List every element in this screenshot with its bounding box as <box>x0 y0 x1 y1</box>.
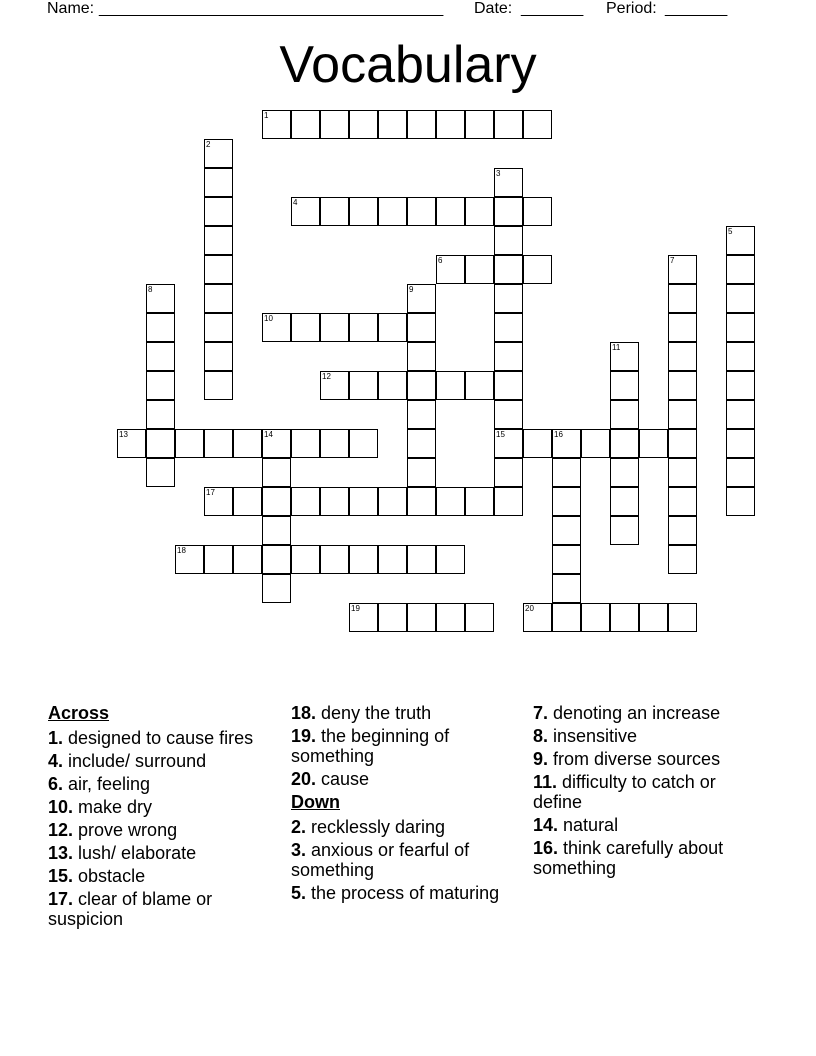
grid-cell[interactable] <box>436 255 465 284</box>
grid-cell[interactable] <box>726 226 755 255</box>
grid-cell[interactable] <box>378 371 407 400</box>
grid-cell[interactable] <box>668 371 697 400</box>
clue-text: think carefully about something <box>533 838 724 878</box>
grid-cell[interactable] <box>465 487 494 516</box>
grid-cell[interactable] <box>378 197 407 226</box>
clue-number: 18 <box>177 546 186 555</box>
grid-cell[interactable] <box>204 139 233 168</box>
grid-cell[interactable] <box>494 371 523 400</box>
grid-cell[interactable] <box>668 313 697 342</box>
grid-cell[interactable] <box>668 545 697 574</box>
grid-cell[interactable] <box>407 110 436 139</box>
clue-number: 11. <box>533 772 558 792</box>
clue-number: 10 <box>264 314 273 323</box>
grid-cell[interactable] <box>204 226 233 255</box>
grid-cell[interactable] <box>552 603 581 632</box>
clue-text: natural <box>558 815 619 835</box>
grid-cell[interactable] <box>378 110 407 139</box>
grid-cell[interactable] <box>726 371 755 400</box>
grid-cell[interactable] <box>494 342 523 371</box>
grid-cell[interactable] <box>494 458 523 487</box>
grid-cell[interactable] <box>552 516 581 545</box>
grid-cell[interactable] <box>436 487 465 516</box>
clue-number: 17 <box>206 488 215 497</box>
grid-cell[interactable] <box>320 197 349 226</box>
grid-cell[interactable] <box>175 545 204 574</box>
clue-text: include/ surround <box>63 751 207 771</box>
grid-cell[interactable] <box>668 516 697 545</box>
grid-cell[interactable] <box>494 110 523 139</box>
clue-item <box>48 774 263 794</box>
clue-text: air, feeling <box>63 774 151 794</box>
clue-number: 20 <box>525 604 534 613</box>
down-heading: Down <box>291 792 340 812</box>
clue-text: make dry <box>73 797 153 817</box>
clue-item <box>291 840 506 880</box>
grid-cell[interactable] <box>233 545 262 574</box>
clue-text: anxious or fearful of something <box>291 840 470 880</box>
grid-cell[interactable] <box>204 342 233 371</box>
clue-number: 8 <box>148 285 153 294</box>
clue-number: 11 <box>612 343 621 352</box>
grid-cell[interactable] <box>204 371 233 400</box>
grid-cell[interactable] <box>291 429 320 458</box>
grid-cell[interactable] <box>494 168 523 197</box>
clue-text: from diverse sources <box>548 749 721 769</box>
clue-number: 15. <box>48 866 74 886</box>
clue-number: 7. <box>533 703 549 723</box>
clue-number: 13 <box>119 430 128 439</box>
grid-cell[interactable] <box>465 110 494 139</box>
grid-cell[interactable] <box>523 429 552 458</box>
grid-cell[interactable] <box>436 110 465 139</box>
period-field[interactable]: _______ <box>665 0 728 17</box>
grid-cell[interactable] <box>204 197 233 226</box>
grid-cell[interactable] <box>349 313 378 342</box>
clue-number: 10. <box>48 797 74 817</box>
grid-cell[interactable] <box>320 110 349 139</box>
date-label: Date: <box>474 0 513 17</box>
clue-item <box>291 769 506 789</box>
grid-cell[interactable] <box>320 429 349 458</box>
grid-cell[interactable] <box>407 487 436 516</box>
grid-cell[interactable] <box>407 400 436 429</box>
date-field[interactable]: _______ <box>521 0 584 17</box>
grid-cell[interactable] <box>378 487 407 516</box>
clue-number: 14 <box>264 430 273 439</box>
grid-cell[interactable] <box>494 226 523 255</box>
grid-cell[interactable] <box>465 197 494 226</box>
clue-item <box>533 838 748 878</box>
grid-cell[interactable] <box>204 487 233 516</box>
clue-number: 1 <box>264 111 269 120</box>
grid-cell[interactable] <box>726 313 755 342</box>
grid-cell[interactable] <box>262 110 291 139</box>
grid-cell[interactable] <box>204 284 233 313</box>
clue-item <box>533 815 748 835</box>
grid-cell[interactable] <box>668 255 697 284</box>
grid-cell[interactable] <box>465 255 494 284</box>
grid-cell[interactable] <box>204 255 233 284</box>
grid-cell[interactable] <box>262 313 291 342</box>
grid-cell[interactable] <box>552 458 581 487</box>
clue-number: 6. <box>48 774 64 794</box>
grid-cell[interactable] <box>146 313 175 342</box>
grid-cell[interactable] <box>610 603 639 632</box>
clue-number: 3. <box>291 840 307 860</box>
clue-item <box>291 703 506 723</box>
grid-cell[interactable] <box>146 458 175 487</box>
grid-cell[interactable] <box>349 110 378 139</box>
clue-number: 12 <box>322 372 331 381</box>
grid-cell[interactable] <box>726 458 755 487</box>
clues-column-2 <box>291 703 506 906</box>
grid-cell[interactable] <box>465 603 494 632</box>
grid-cell[interactable] <box>146 342 175 371</box>
clue-item <box>48 866 263 886</box>
clues-column-3 <box>533 703 748 881</box>
grid-cell[interactable] <box>407 313 436 342</box>
grid-cell[interactable] <box>407 458 436 487</box>
grid-cell[interactable] <box>668 342 697 371</box>
grid-cell[interactable] <box>494 313 523 342</box>
grid-cell[interactable] <box>552 545 581 574</box>
clue-text: denoting an increase <box>548 703 721 723</box>
grid-cell[interactable] <box>523 603 552 632</box>
clue-text: difficulty to catch or define <box>533 772 716 812</box>
grid-cell[interactable] <box>262 458 291 487</box>
grid-cell[interactable] <box>581 429 610 458</box>
across-heading: Across <box>48 703 110 723</box>
grid-cell[interactable] <box>552 429 581 458</box>
grid-cell[interactable] <box>407 429 436 458</box>
grid-cell[interactable] <box>349 603 378 632</box>
grid-cell[interactable] <box>668 487 697 516</box>
grid-cell[interactable] <box>610 458 639 487</box>
grid-cell[interactable] <box>610 371 639 400</box>
grid-cell[interactable] <box>407 545 436 574</box>
clue-text: prove wrong <box>73 820 178 840</box>
clue-item <box>533 726 748 746</box>
clue-item <box>291 726 506 766</box>
period-label: Period: <box>606 0 657 17</box>
grid-cell[interactable] <box>262 487 291 516</box>
grid-cell[interactable] <box>320 545 349 574</box>
grid-cell[interactable] <box>639 603 668 632</box>
clue-item <box>291 883 506 903</box>
clue-item <box>48 751 263 771</box>
clue-text: the beginning of something <box>291 726 450 766</box>
grid-cell[interactable] <box>610 487 639 516</box>
clue-item <box>48 728 263 748</box>
clue-number: 8. <box>533 726 549 746</box>
grid-cell[interactable] <box>494 255 523 284</box>
grid-cell[interactable] <box>262 429 291 458</box>
clue-item <box>533 772 748 812</box>
grid-cell[interactable] <box>146 284 175 313</box>
grid-cell[interactable] <box>378 603 407 632</box>
clue-number: 18. <box>291 703 317 723</box>
grid-cell[interactable] <box>407 197 436 226</box>
clue-text: the process of maturing <box>306 883 500 903</box>
grid-cell[interactable] <box>204 168 233 197</box>
clue-text: insensitive <box>548 726 638 746</box>
clue-number: 9 <box>409 285 414 294</box>
grid-cell[interactable] <box>436 603 465 632</box>
clue-item <box>533 749 748 769</box>
clue-item <box>48 843 263 863</box>
grid-cell[interactable] <box>262 545 291 574</box>
clue-item <box>533 703 748 723</box>
grid-cell[interactable] <box>146 429 175 458</box>
clue-number: 3 <box>496 169 501 178</box>
grid-cell[interactable] <box>668 284 697 313</box>
grid-cell[interactable] <box>436 371 465 400</box>
grid-cell[interactable] <box>523 255 552 284</box>
grid-cell[interactable] <box>378 313 407 342</box>
grid-cell[interactable] <box>436 545 465 574</box>
grid-cell[interactable] <box>610 516 639 545</box>
grid-cell[interactable] <box>552 487 581 516</box>
grid-cell[interactable] <box>349 197 378 226</box>
grid-cell[interactable] <box>726 284 755 313</box>
grid-cell[interactable] <box>320 313 349 342</box>
grid-cell[interactable] <box>291 545 320 574</box>
grid-cell[interactable] <box>378 545 407 574</box>
clue-number: 4 <box>293 198 298 207</box>
clue-text: deny the truth <box>316 703 432 723</box>
grid-cell[interactable] <box>726 429 755 458</box>
clue-number: 9. <box>533 749 549 769</box>
clue-text: designed to cause fires <box>63 728 254 748</box>
grid-cell[interactable] <box>610 342 639 371</box>
clue-text: recklessly daring <box>306 817 446 837</box>
grid-cell[interactable] <box>726 400 755 429</box>
clue-number: 2. <box>291 817 307 837</box>
grid-cell[interactable] <box>407 603 436 632</box>
grid-cell[interactable] <box>146 400 175 429</box>
grid-cell[interactable] <box>494 284 523 313</box>
grid-cell[interactable] <box>523 197 552 226</box>
grid-cell[interactable] <box>668 400 697 429</box>
clue-number: 1. <box>48 728 64 748</box>
grid-cell[interactable] <box>494 429 523 458</box>
clue-item <box>48 797 263 817</box>
grid-cell[interactable] <box>610 400 639 429</box>
page-title: Vocabulary <box>279 36 537 94</box>
clue-text: clear of blame or suspicion <box>48 889 213 929</box>
clue-number: 19. <box>291 726 317 746</box>
clue-text: lush/ elaborate <box>73 843 197 863</box>
grid-cell[interactable] <box>668 429 697 458</box>
grid-cell[interactable] <box>204 545 233 574</box>
grid-cell[interactable] <box>668 603 697 632</box>
grid-cell[interactable] <box>262 574 291 603</box>
clue-number: 13. <box>48 843 74 863</box>
grid-cell[interactable] <box>552 574 581 603</box>
grid-cell[interactable] <box>175 429 204 458</box>
clue-number: 16 <box>554 430 563 439</box>
clue-item <box>291 817 506 837</box>
clue-number: 17. <box>48 889 74 909</box>
grid-cell[interactable] <box>726 255 755 284</box>
clues-column-1 <box>48 703 263 932</box>
grid-cell[interactable] <box>233 487 262 516</box>
clue-number: 4. <box>48 751 64 771</box>
clue-number: 6 <box>438 256 443 265</box>
clue-number: 12. <box>48 820 74 840</box>
grid-cell[interactable] <box>436 197 465 226</box>
grid-cell[interactable] <box>639 429 668 458</box>
grid-cell[interactable] <box>581 603 610 632</box>
grid-cell[interactable] <box>291 197 320 226</box>
grid-cell[interactable] <box>465 371 494 400</box>
grid-cell[interactable] <box>668 458 697 487</box>
clue-item <box>48 889 263 929</box>
grid-cell[interactable] <box>291 110 320 139</box>
grid-cell[interactable] <box>349 487 378 516</box>
grid-cell[interactable] <box>146 371 175 400</box>
clue-number: 14. <box>533 815 559 835</box>
grid-cell[interactable] <box>349 371 378 400</box>
clue-number: 5 <box>728 227 733 236</box>
grid-cell[interactable] <box>407 371 436 400</box>
clue-number: 20. <box>291 769 317 789</box>
clue-number: 2 <box>206 140 211 149</box>
grid-cell[interactable] <box>291 313 320 342</box>
grid-cell[interactable] <box>494 487 523 516</box>
grid-cell[interactable] <box>349 429 378 458</box>
clue-text: obstacle <box>73 866 146 886</box>
grid-cell[interactable] <box>320 371 349 400</box>
grid-cell[interactable] <box>233 429 262 458</box>
clue-text: cause <box>316 769 370 789</box>
clue-number: 5. <box>291 883 307 903</box>
grid-cell[interactable] <box>494 197 523 226</box>
grid-cell[interactable] <box>610 429 639 458</box>
grid-cell[interactable] <box>320 487 349 516</box>
grid-cell[interactable] <box>523 110 552 139</box>
grid-cell[interactable] <box>117 429 146 458</box>
grid-cell[interactable] <box>262 516 291 545</box>
grid-cell[interactable] <box>204 313 233 342</box>
name-field[interactable]: ________________________________________ <box>99 0 443 17</box>
name-label: Name: <box>47 0 95 17</box>
grid-cell[interactable] <box>349 545 378 574</box>
grid-cell[interactable] <box>726 487 755 516</box>
clue-item <box>48 820 263 840</box>
clue-number: 16. <box>533 838 559 858</box>
clue-number: 19 <box>351 604 360 613</box>
grid-cell[interactable] <box>726 342 755 371</box>
grid-cell[interactable] <box>494 400 523 429</box>
clue-number: 15 <box>496 430 505 439</box>
grid-cell[interactable] <box>291 487 320 516</box>
grid-cell[interactable] <box>407 284 436 313</box>
grid-cell[interactable] <box>204 429 233 458</box>
clue-number: 7 <box>670 256 675 265</box>
grid-cell[interactable] <box>407 342 436 371</box>
